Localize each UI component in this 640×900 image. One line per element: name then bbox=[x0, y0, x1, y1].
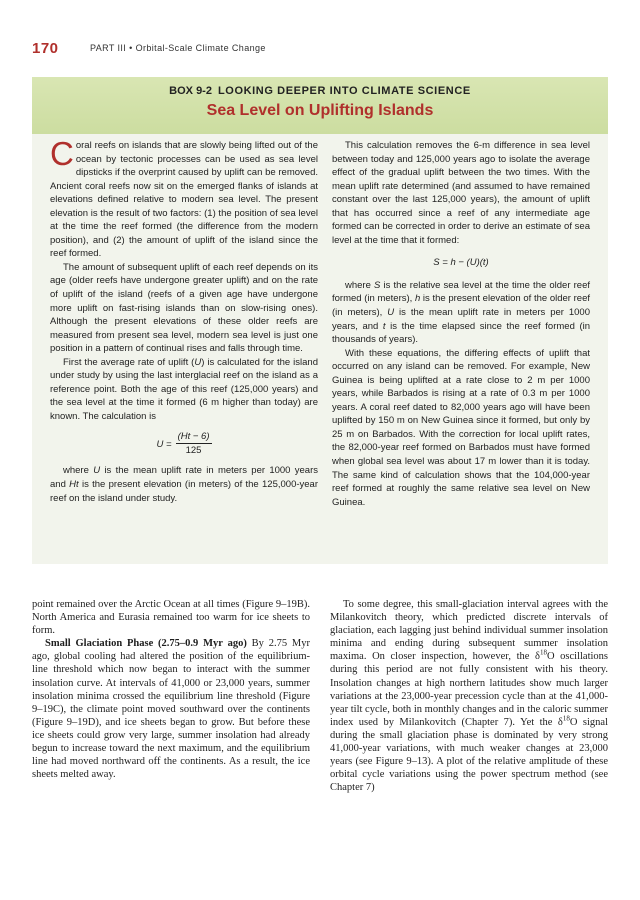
paragraph-text: oral reefs on islands that are slowly being lifted out of the ocean by tectonic processes can be used as sea level dipsticks if the overprint caused by uplift can be removed. Ancient coral reefs now sit on the emerged flanks of islands at elevations defined relative to modern sea level. The present elevation is the result of two factors: (1) the position of sea level at the time the reef formed (the difference from the modern position), and (2) the amount of uplift of the island since the reef formed. bbox=[50, 140, 318, 260]
box-number: BOX 9-2 bbox=[169, 85, 212, 97]
paragraph-text: is the mean uplift rate in meters per 1000 years, and bbox=[332, 307, 590, 332]
variable: U bbox=[194, 356, 202, 368]
variable: S bbox=[374, 279, 381, 291]
box-paragraph bbox=[50, 356, 318, 424]
equation-lhs: U = bbox=[156, 438, 172, 450]
paragraph-text: O signal during the small glaciation phase is dominated by very strong 41,000-year variations, with much weaker changes at 23,000 years (see Figure 9–13). A plot of the relative amplitude of these orbital cycle variations using the power spectrum method (see Chapter 7) bbox=[330, 716, 608, 794]
body-paragraph: point remained over the Arctic Ocean at all times (Figure 9–19B). North America and Eurasia remained too warm for ice sheets to form. bbox=[32, 599, 310, 637]
paragraph-text: is the present elevation of the older reef (in meters), bbox=[332, 293, 590, 319]
box-paragraph bbox=[50, 464, 318, 505]
fraction-denominator: 125 bbox=[185, 445, 202, 457]
paragraph-text: is the time elapsed since the reef formed (in thousands of years). bbox=[332, 320, 590, 346]
paragraph-text: By 2.75 Myr ago, global cooling had altered the position of the equilibrium-line threshold which now began to interact with the summer insolation curve. At intervals of 41,000 or 23,000 years, summer insolation minima crossed the equilibrium line threshold (Figure 9–19C), the climate point moved southward over the continents (Figure 9–19D), and ice sheets began to grow. But before these ice sheets could grow very large, summer insolation had already begun to increase toward the next maximum, and the equilibrium line had moved northward off the continents. As a result, the ice sheets melted away. bbox=[32, 638, 310, 781]
variable: U bbox=[387, 307, 395, 319]
paragraph-text: is the mean uplift rate in meters per 1000 years and bbox=[50, 465, 319, 491]
paragraph-text: O oscillations during this period are not fully consistent with his theory. Insolation changes at high northern latitudes show much larger variations at the 23,000-year precession cycle than at the 41,000-year tilt cycle, both in monthly changes and in the caloric summer index used by Milankovitch (Chapter 7). Yet the δ bbox=[330, 651, 608, 728]
superscript: 18 bbox=[562, 714, 570, 723]
box-paragraph: With these equations, the differing effects of uplift that occurred on any island can be removed. For example, New Guinea is being uplifted at a rate close to 2 m per 1000 years, while Barbados is rising at a rate of 0.3 m per 1000 years. A coral reef dated to 82,000 years ago will have been uplifted by 150 m on New Guinea since it formed, but only by 25 m on Barbados. With the correction for local uplift rates, the 82,000-year reef formed on Barbados must have formed when global sea level was about 17 m lower than it is today. The same kind of calculation shows that the 104,000-year reef formed at roughly the same relative sea level on New Guinea. bbox=[332, 347, 590, 508]
superscript: 18 bbox=[539, 648, 547, 657]
box-kicker: LOOKING DEEPER INTO CLIMATE SCIENCE bbox=[217, 85, 471, 97]
box-label bbox=[32, 85, 608, 97]
variable: U bbox=[93, 465, 101, 477]
main-right-column bbox=[330, 598, 608, 794]
paragraph-text: To some degree, this small-glaciation interval agrees with the Milankovitch theory, which predicted discrete intervals of glaciation, each lagging just behind individual summer insolation minima and ending during subsequent summer insolation maxima. On closer inspection, however, the δ bbox=[330, 599, 608, 663]
paragraph-text: where bbox=[345, 279, 374, 291]
paragraph-text: First the average rate of uplift ( bbox=[63, 356, 195, 368]
box-paragraph bbox=[50, 135, 318, 261]
equation-fraction bbox=[176, 431, 212, 457]
sea-level-equation: S = h − (U)(t) bbox=[433, 257, 489, 269]
paragraph-text: ) is calculated for the island under study by using the last interglacial reef on the island as a reference point. Both the age of this reef (125,000 years) and the sea level at the time it formed (6 m higher than today) are known. The calculation is bbox=[50, 356, 318, 422]
sidebar-box bbox=[32, 77, 608, 564]
box-title: Sea Level on Uplifting Islands bbox=[206, 102, 434, 119]
drop-cap: C bbox=[50, 135, 74, 172]
paragraph-text: is the present elevation (in meters) of the 125,000-year reef on the island under study. bbox=[50, 479, 318, 504]
paragraph-text: is the relative sea level at the time the older reef formed (in meters), bbox=[332, 279, 590, 305]
box-left-column bbox=[50, 135, 319, 505]
box-paragraph: The amount of subsequent uplift of each reef depends on its age (older reefs have undergone greater uplift) and on the rate of uplift of the island (reefs of a given age have undergone more uplift on fast-rising islands than on slow-rising ones). Although the present elevations of these older reefs are measured from present sea level, modern sea level is just one position in a pattern of continual rises and falls through time. bbox=[50, 261, 318, 355]
variable: h bbox=[414, 293, 421, 305]
box-paragraph bbox=[332, 279, 590, 347]
body-paragraph bbox=[32, 637, 310, 781]
variable: Ht bbox=[69, 479, 79, 491]
fraction-numerator: (Ht − 6) bbox=[177, 431, 210, 443]
box-paragraph: This calculation removes the 6-m difference in sea level between today and 125,000 years ago to isolate the average effect of the gradual uplift between the two times. With the mean uplift rate determined (and assumed to have remained constant over the last 125,000 years), the amount of uplift that has occurred since a reef of any intermediate age formed can be corrected in order to derive an estimate of sea level at the time that it formed: bbox=[332, 140, 590, 246]
page-number: 170 bbox=[32, 40, 59, 57]
uplift-equation bbox=[50, 423, 318, 464]
running-head: PART III • Orbital-Scale Climate Change bbox=[90, 43, 266, 53]
main-left-column bbox=[32, 598, 310, 781]
box-right-column bbox=[332, 139, 590, 509]
section-run-in-heading: Small Glaciation Phase (2.75–0.9 Myr ago) bbox=[45, 638, 247, 650]
variable: t bbox=[382, 320, 386, 332]
body-paragraph bbox=[330, 598, 608, 794]
paragraph-text: where bbox=[63, 465, 94, 477]
